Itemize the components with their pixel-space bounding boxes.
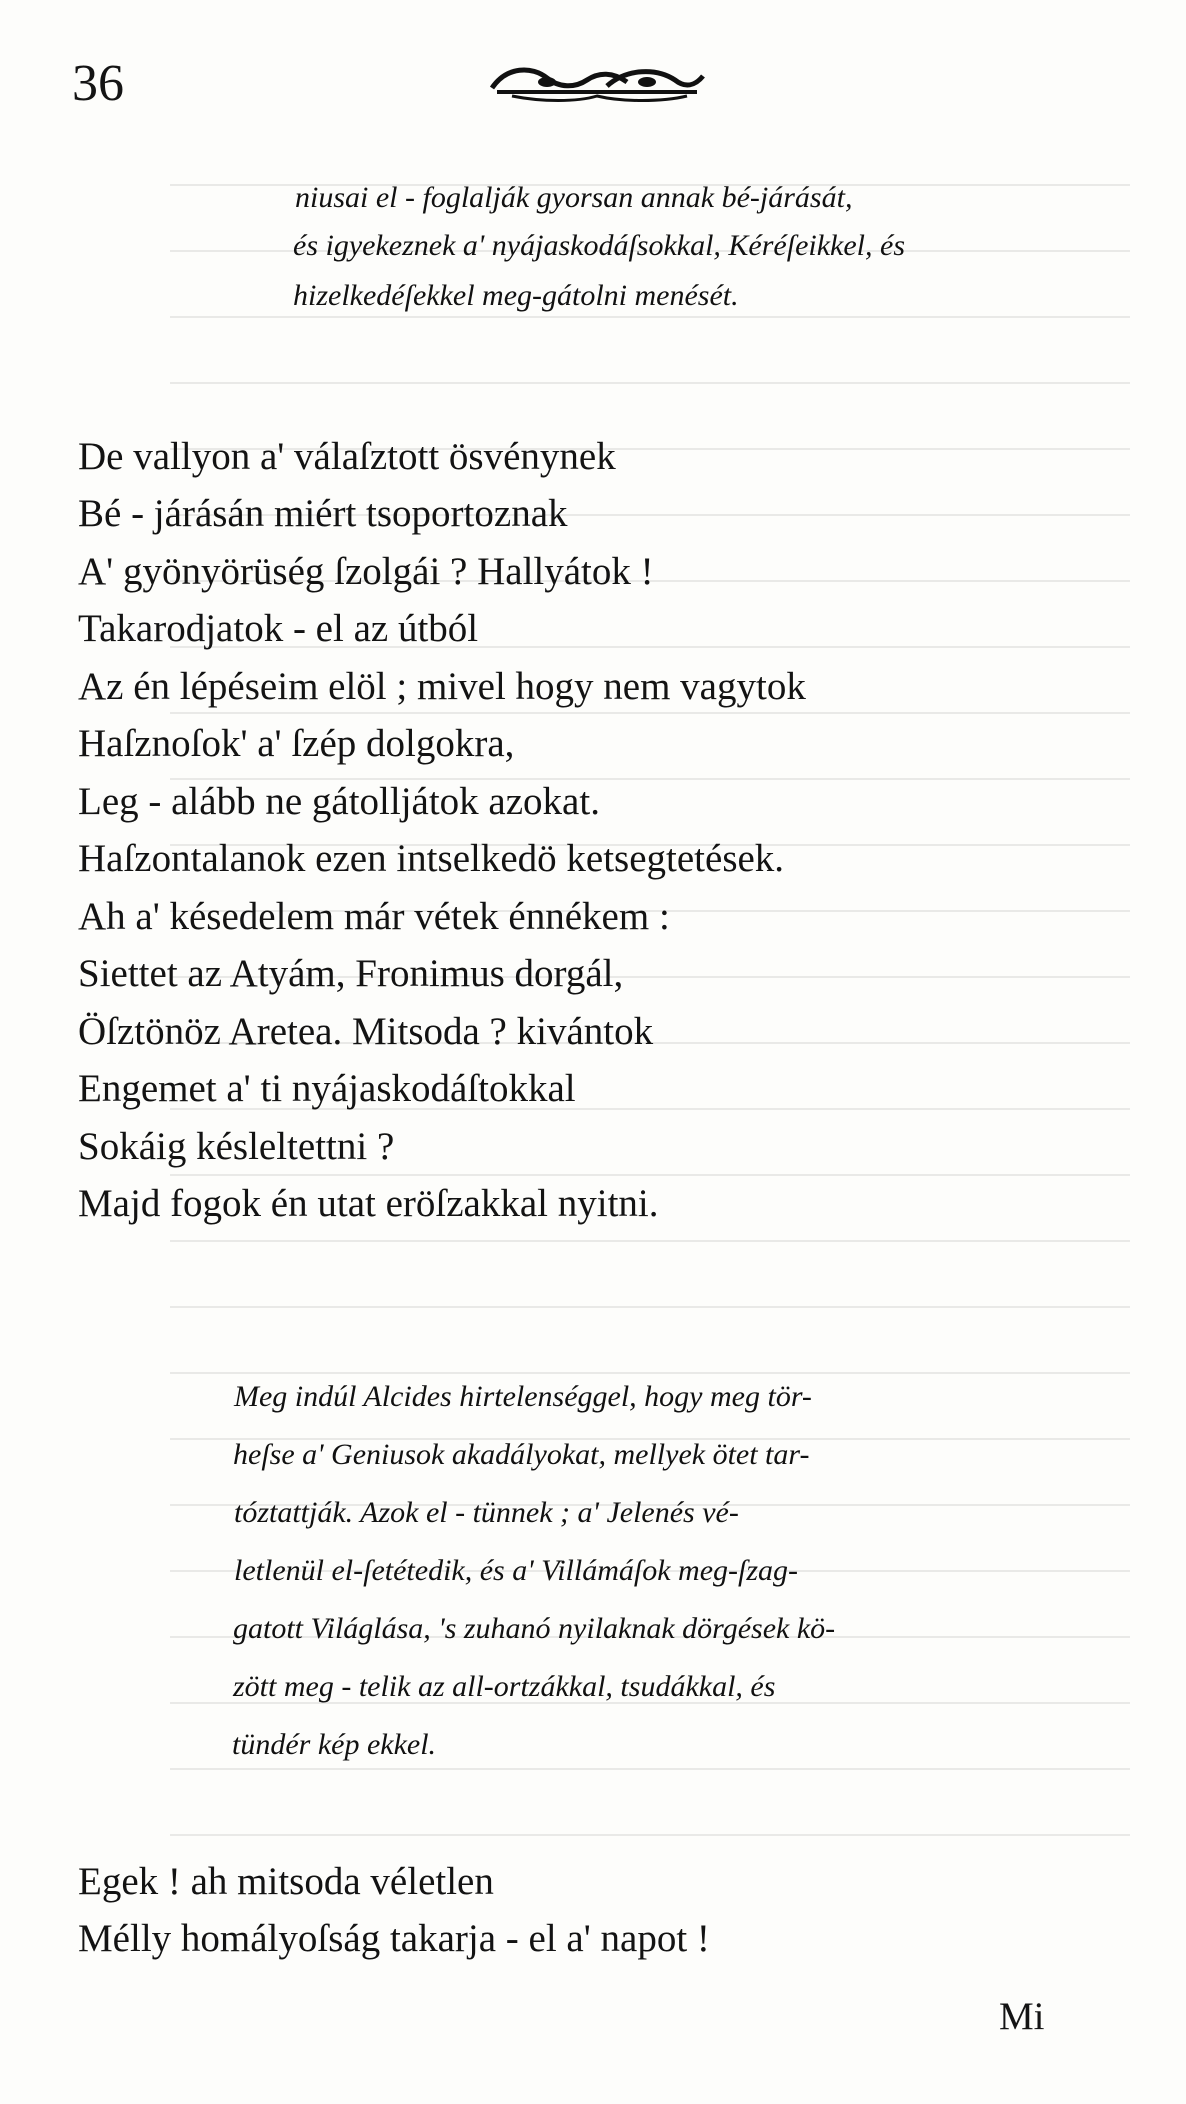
verse-line: Bé - járásán miért tsoportoznak [78, 492, 568, 535]
direction-line: zött meg - telik az all-ortzákkal, tsudákkal, és [233, 1670, 776, 1703]
verse-line: De vallyon a' válaſztott ösvénynek [78, 435, 616, 478]
direction-line: heſse a' Geniusok akadályokat, mellyek ötet tar- [233, 1438, 810, 1471]
direction-line: tündér kép ekkel. [232, 1728, 437, 1761]
verse-line: Haſzontalanok ezen intselkedö ketsegtetések. [78, 837, 785, 880]
verse-line: Siettet az Atyám, Fronimus dorgál, [78, 952, 624, 995]
catchword: Mi [999, 1995, 1045, 2038]
verse-first [78, 437, 1078, 1257]
direction-line: tóztattják. Azok el - tünnek ; a' Jelenés vé- [234, 1496, 739, 1529]
verse-line: Sokáig késleltettni ? [78, 1125, 395, 1168]
direction-line: gatott Világlása, 's zuhanó nyilaknak dörgések kö- [233, 1612, 836, 1645]
verse-line: Takarodjatok - el az útból [78, 607, 479, 650]
opening-stage-direction [295, 183, 1125, 333]
direction-line: Meg indúl Alcides hirtelenséggel, hogy meg tör- [234, 1380, 812, 1413]
verse-line: Leg - alább ne gátolljátok azokat. [78, 780, 600, 823]
stage-direction [234, 1382, 1114, 1772]
page-number: 36 [72, 55, 124, 112]
printer-ornament-icon [487, 58, 707, 104]
verse-line: Engemet a' ti nyájaskodáſtokkal [78, 1067, 576, 1110]
verse-line: Egek ! ah mitsoda véletlen [78, 1860, 494, 1903]
direction-line: letlenül el-ſetétedik, és a' Villámáſok meg-ſzag- [234, 1554, 799, 1587]
verse-line: Majd fogok én utat eröſzakkal nyitni. [78, 1182, 659, 1225]
verse-line: Ah a' késedelem már vétek énnékem : [78, 895, 670, 938]
direction-line: és igyekeznek a' nyájaskodáſsokkal, Kéréſeikkel, és [293, 229, 905, 262]
direction-line: niusai el - foglalják gyorsan annak bé-járását, [295, 181, 853, 214]
verse-second [78, 1862, 978, 1972]
verse-line: Haſznoſok' a' ſzép dolgokra, [78, 722, 515, 765]
direction-line: hizelkedéſekkel meg-gátolni menését. [293, 279, 739, 312]
verse-line: Öſztönöz Aretea. Mitsoda ? kivántok [78, 1010, 654, 1053]
verse-line: A' gyönyörüség ſzolgái ? Hallyátok ! [78, 550, 654, 593]
verse-line: Az én lépéseim elöl ; mivel hogy nem vagytok [78, 665, 806, 708]
verse-line: Mélly homályoſság takarja - el a' napot ! [78, 1917, 710, 1960]
